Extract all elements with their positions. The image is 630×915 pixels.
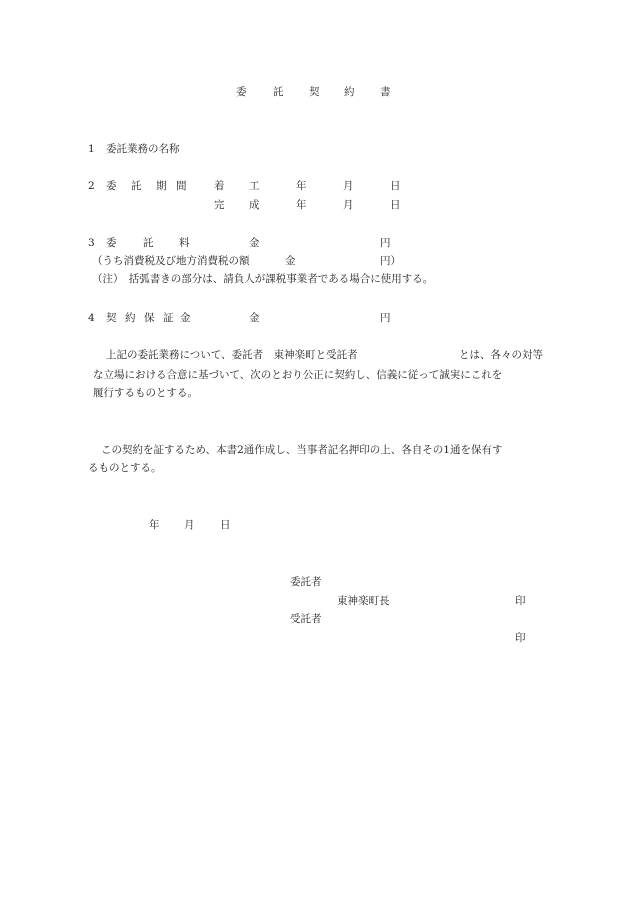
title-char-1: 委 bbox=[236, 86, 247, 98]
title-char-2: 託 bbox=[273, 86, 284, 98]
consignee-label: 受託者 bbox=[290, 613, 322, 625]
end-label-char-1: 完 bbox=[214, 199, 225, 211]
section3-label-char-2: 託 bbox=[143, 237, 154, 249]
date-year: 年 bbox=[149, 519, 160, 531]
end-day: 日 bbox=[390, 199, 401, 211]
section4-label-char-3: 保 bbox=[144, 312, 155, 324]
section2-label-char-2: 託 bbox=[131, 180, 142, 192]
section1-number: 1 bbox=[88, 143, 95, 155]
section2-label-char-3: 期 bbox=[156, 180, 167, 192]
consignee-seal: 印 bbox=[515, 632, 526, 644]
start-day: 日 bbox=[390, 180, 401, 192]
fee-amount-prefix: 金 bbox=[249, 237, 260, 249]
end-label-char-2: 成 bbox=[249, 199, 260, 211]
section4-label-char-5: 金 bbox=[180, 312, 191, 324]
deposit-amount-unit: 円 bbox=[380, 312, 391, 324]
date-day: 日 bbox=[220, 519, 231, 531]
deposit-amount-prefix: 金 bbox=[249, 312, 260, 324]
title-char-4: 約 bbox=[344, 86, 355, 98]
title-char-5: 書 bbox=[380, 86, 391, 98]
section3-number: 3 bbox=[88, 237, 95, 249]
paragraph1-line3: 履行するものとする。 bbox=[93, 387, 198, 399]
start-year: 年 bbox=[296, 180, 307, 192]
paragraph2-line1: この契約を証するため、本書2通作成し、当事者記名押印の上、各自その1通を保有す bbox=[101, 444, 503, 456]
section4-label-char-1: 契 bbox=[106, 312, 117, 324]
consignor-name: 東神楽町長 bbox=[337, 595, 390, 607]
section4-number: 4 bbox=[88, 312, 95, 324]
section2-label-char-1: 委 bbox=[106, 180, 117, 192]
section2-number: 2 bbox=[88, 180, 95, 192]
paragraph1-line1-a: 上記の委託業務について、委託者 東神楽町と受託者 bbox=[106, 349, 358, 361]
section3-label-char-1: 委 bbox=[106, 237, 117, 249]
title-char-3: 契 bbox=[309, 86, 320, 98]
fee-amount-unit: 円 bbox=[380, 237, 391, 249]
tax-amount-prefix: 金 bbox=[285, 255, 296, 267]
paragraph2-line2: るものとする。 bbox=[88, 462, 162, 474]
consignor-label: 委託者 bbox=[290, 576, 322, 588]
paragraph1-line2: な立場における合意に基づいて、次のとおり公正に契約し、信義に従って誠実にこれを bbox=[93, 369, 503, 381]
tax-note: （注） 括弧書きの部分は、請負人が課税事業者である場合に使用する。 bbox=[92, 273, 434, 285]
date-month: 月 bbox=[184, 519, 195, 531]
section2-label-char-4: 間 bbox=[176, 180, 187, 192]
consignor-seal: 印 bbox=[515, 595, 526, 607]
end-month: 月 bbox=[343, 199, 354, 211]
end-year: 年 bbox=[296, 199, 307, 211]
tax-line-prefix: （うち消費税及び地方消費税の額 bbox=[92, 255, 250, 267]
section3-label-char-3: 料 bbox=[179, 237, 190, 249]
paragraph1-line1-b: とは、各々の対等 bbox=[459, 349, 543, 361]
tax-amount-unit: 円） bbox=[380, 255, 401, 267]
start-label-char-1: 着 bbox=[214, 180, 225, 192]
section4-label-char-2: 約 bbox=[125, 312, 136, 324]
start-label-char-2: 工 bbox=[249, 180, 260, 192]
section1-label: 委託業務の名称 bbox=[106, 143, 180, 155]
start-month: 月 bbox=[343, 180, 354, 192]
section4-label-char-4: 証 bbox=[163, 312, 174, 324]
